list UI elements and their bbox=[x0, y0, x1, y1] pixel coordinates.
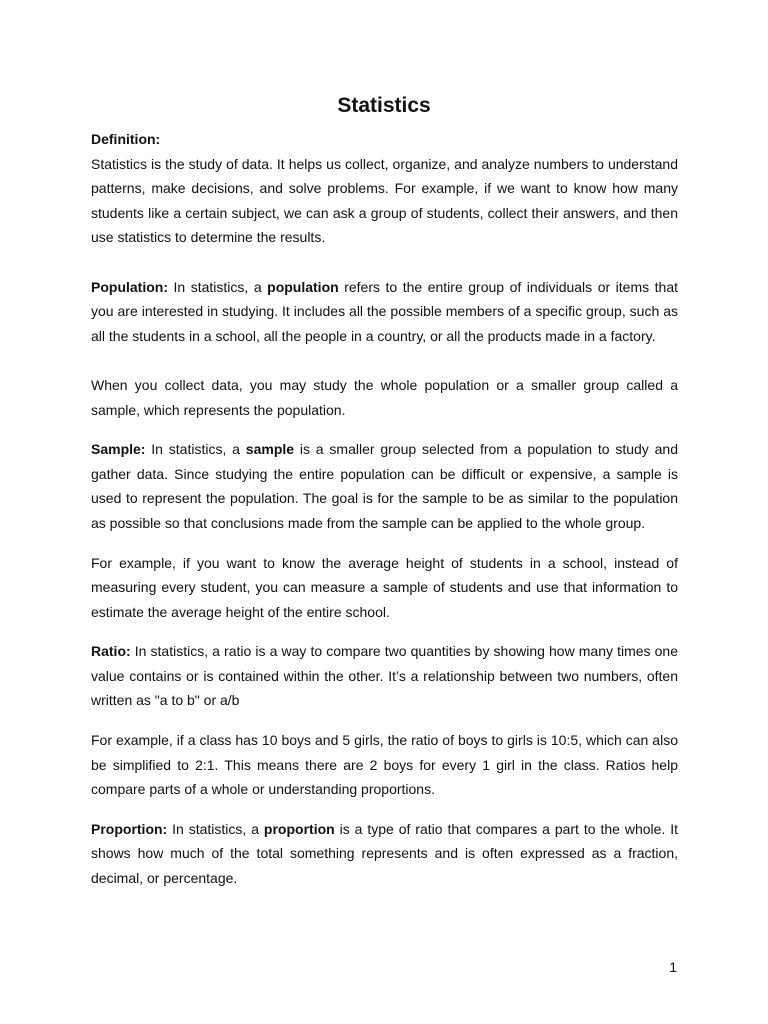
ratio-label: Ratio: bbox=[91, 643, 131, 660]
definition-heading: Definition: bbox=[91, 131, 161, 147]
ratio-paragraph bbox=[91, 639, 678, 713]
proportion-term: proportion bbox=[263, 820, 335, 837]
ratio-text: In statistics, a ratio is a way to compare two quantities by showing how many times one value contains or is contained within the other. It’s a relationship between two numbers, often written as "a to b" or a/b bbox=[91, 643, 678, 709]
proportion-label: Proportion: bbox=[91, 820, 168, 837]
ratio-example-paragraph: For example, if a class has 10 boys and 5 girls, the ratio of boys to girls is 10:5, which can also be simplified to 2:1. This means there are 2 boys for every 1 girl in the class. Ratios help compare parts of a whole or understanding proportions. bbox=[91, 732, 678, 798]
sample-paragraph bbox=[91, 437, 678, 535]
collect-data-paragraph: When you collect data, you may study the whole population or a smaller group called a sample, which represents the population. bbox=[91, 376, 678, 418]
sample-text-after: is a smaller group selected from a population to study and gather data. Since studying the entire population can be difficult or expensive, a sample is used to represent the population. The goal is for the sample to be as similar to the population as possible so that conclusions made from the sample can be applied to the whole group. bbox=[91, 441, 678, 531]
page-number: 1 bbox=[669, 959, 677, 975]
population-label: Population: bbox=[91, 278, 168, 295]
proportion-paragraph bbox=[91, 817, 678, 891]
sample-example-paragraph: For example, if you want to know the average height of students in a school, instead of measuring every student, you can measure a sample of students and use that information to estimate the average height of the entire school. bbox=[91, 554, 678, 620]
population-text-after: refers to the entire group of individuals or items that you are interested in studying. It includes all the possible members of a specific group, such as all the students in a school, all the people in a country, or all the products made in a factory. bbox=[91, 278, 678, 344]
proportion-text-after: is a type of ratio that compares a part to the whole. It shows how much of the total something represents and is often expressed as a fraction, decimal, or percentage. bbox=[91, 820, 678, 887]
sample-label: Sample: bbox=[91, 441, 146, 458]
document-body bbox=[91, 127, 678, 891]
population-term: population bbox=[267, 278, 339, 295]
proportion-text-before: In statistics, a bbox=[167, 820, 264, 837]
sample-term: sample bbox=[245, 441, 295, 458]
definition-paragraph: Statistics is the study of data. It helps us collect, organize, and analyze numbers to understand patterns, make decisions, and solve problems. For example, if we want to know how many students like a certain subject, we can ask a group of students, collect their answers, and then use statistics to determine the results. bbox=[91, 155, 678, 246]
sample-text-before: In statistics, a bbox=[145, 441, 246, 458]
page-title: Statistics bbox=[337, 94, 431, 117]
population-text-before: In statistics, a bbox=[168, 278, 268, 295]
population-paragraph bbox=[91, 275, 678, 349]
